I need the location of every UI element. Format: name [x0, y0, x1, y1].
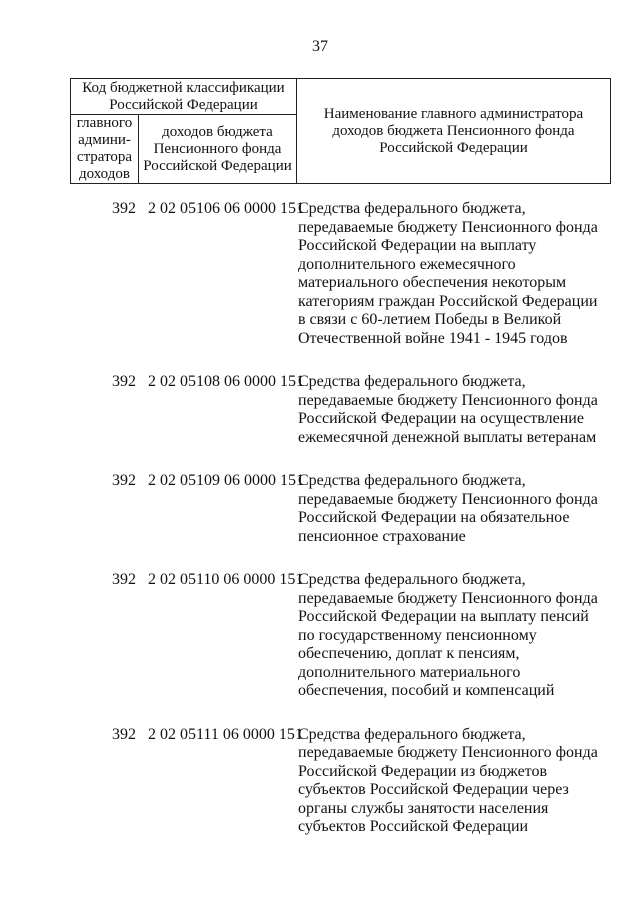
description-line: дополнительного материального	[298, 663, 521, 681]
income-code: 2 02 05111 06 0000 151	[148, 725, 303, 743]
description-line: в связи с 60-летием Победы в Великой	[298, 311, 562, 328]
budget-income-column-header: доходов бюджета Пенсионного фонда Российской Федерации	[139, 115, 297, 184]
description-line: Российской Федерации из бюджетов	[298, 762, 547, 780]
description-line: передаваемые бюджету Пенсионного фонда	[298, 744, 598, 761]
description-line: обеспечения, пособий и компенсаций	[298, 682, 555, 699]
entry-description	[298, 571, 598, 701]
description-line: Российской Федерации на выплату пенсий	[298, 608, 589, 625]
entry-description	[298, 726, 598, 837]
description-line: пенсионное страхование	[298, 527, 466, 545]
description-line: обеспечению, доплат к пенсиям,	[298, 645, 520, 662]
list-item	[0, 200, 640, 348]
income-code: 2 02 05109 06 0000 151	[148, 472, 304, 489]
description-line: Российской Федерации на выплату	[298, 237, 537, 254]
list-item	[0, 571, 640, 701]
admin-code: 392	[112, 571, 136, 588]
income-code: 2 02 05108 06 0000 151	[148, 373, 304, 390]
admin-code: 392	[112, 725, 136, 743]
list-item	[0, 472, 640, 546]
admin-code: 392	[112, 373, 136, 390]
description-line: субъектов Российской Федерации	[298, 818, 529, 835]
entry-description	[298, 472, 598, 546]
entries-list	[0, 200, 640, 862]
description-line: Российской Федерации на обязательное	[298, 509, 570, 526]
main-administrator-column-header: главного админи-стратора доходов	[71, 115, 139, 184]
description-line: категориям граждан Российской Федерации	[298, 292, 598, 310]
admin-code: 392	[112, 200, 136, 217]
description-line: передаваемые бюджету Пенсионного фонда	[298, 391, 598, 409]
description-line: субъектов Российской Федерации через	[298, 781, 569, 798]
description-line: передаваемые бюджету Пенсионного фонда	[298, 218, 598, 236]
admin-code: 392	[112, 472, 136, 489]
description-line: Средства федерального бюджета,	[298, 200, 526, 217]
description-line: ежемесячной денежной выплаты ветеранам	[298, 428, 597, 446]
budget-classification-code-header: Код бюджетной классификации Российской Федерации	[71, 79, 297, 115]
description-line: материального обеспечения некоторым	[298, 274, 567, 291]
entry-description	[298, 200, 598, 348]
income-code: 2 02 05106 06 0000 151	[148, 200, 304, 217]
description-line: Средства федерального бюджета,	[298, 725, 526, 743]
administrator-name-header: Наименование главного администратора доходов бюджета Пенсионного фонда Российской Федерации	[297, 79, 611, 184]
list-item	[0, 726, 640, 837]
entry-description	[298, 373, 598, 447]
description-line: передаваемые бюджету Пенсионного фонда	[298, 589, 598, 607]
description-line: Отечественной войне 1941 - 1945 годов	[298, 329, 568, 347]
income-code: 2 02 05110 06 0000 151	[148, 571, 304, 588]
page-number: 37	[312, 38, 328, 55]
description-line: Средства федерального бюджета,	[298, 373, 526, 390]
description-line: по государственному пенсионному	[298, 626, 537, 644]
description-line: передаваемые бюджету Пенсионного фонда	[298, 490, 598, 508]
description-line: дополнительного ежемесячного	[298, 255, 516, 273]
classification-header-table	[70, 78, 611, 184]
description-line: Российской Федерации на осуществление	[298, 410, 584, 427]
description-line: Средства федерального бюджета,	[298, 472, 526, 489]
description-line: органы службы занятости населения	[298, 799, 549, 817]
list-item	[0, 373, 640, 447]
description-line: Средства федерального бюджета,	[298, 571, 526, 588]
